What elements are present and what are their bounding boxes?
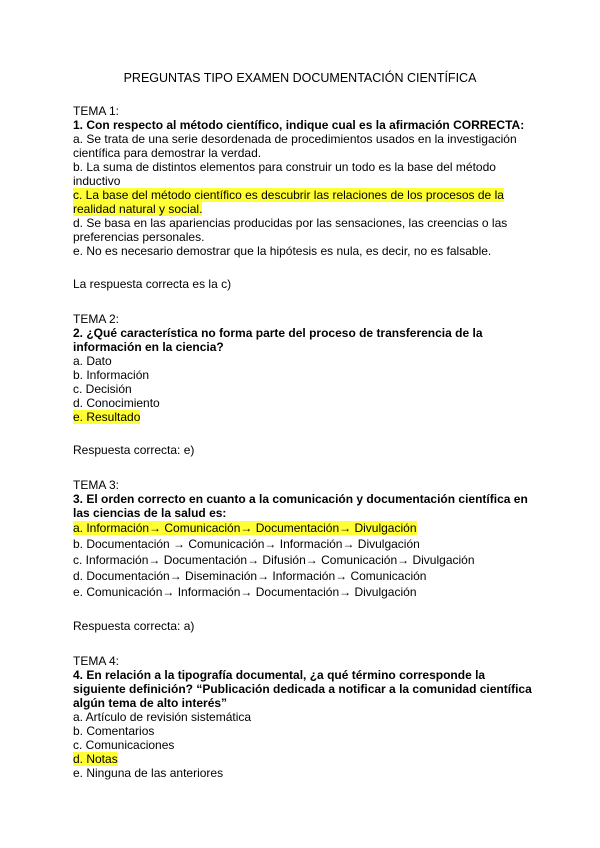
tema-label: TEMA 1:: [73, 104, 120, 118]
answer-text: Respuesta correcta: e): [73, 443, 195, 457]
section-tema-1: [73, 104, 533, 291]
document-body: [73, 104, 533, 780]
section-tema-3: [73, 478, 533, 633]
document-title: PREGUNTAS TIPO EXAMEN DOCUMENTACIÓN CIENTÍFICA: [123, 71, 477, 85]
answer-text: La respuesta correcta es la c): [73, 277, 232, 291]
question-text: 4. En relación a la tipografía documental, ¿a qué término corresponde la siguiente definición? “Publicación dedicada a notificar a la comunidad científica algún tema de alto interés”: [73, 668, 532, 710]
option-b: b. Comentarios: [73, 724, 155, 738]
option-b: b. Documentación → Comunicación→ Información→ Divulgación: [73, 537, 420, 551]
highlighted-answer: e. Resultado: [73, 410, 141, 424]
section-tema-4: [73, 654, 533, 780]
tema-label: TEMA 4:: [73, 654, 120, 668]
answer-text: Respuesta correcta: a): [73, 619, 195, 633]
option-e: e. Comunicación→ Información→ Documentación→ Divulgación: [73, 585, 417, 599]
option-a-correct: [73, 520, 533, 536]
option-d-correct: [73, 752, 533, 766]
tema-label: TEMA 3:: [73, 478, 120, 492]
option-c-correct: [73, 188, 533, 216]
option-a: a. Artículo de revisión sistemática: [73, 710, 252, 724]
section-tema-2: [73, 312, 533, 457]
highlighted-answer: a. Información→ Comunicación→ Documentación→ Divulgación: [73, 521, 417, 535]
option-d: d. Se basa en las apariencias producidas por las sensaciones, las creencias o las preferencias personales.: [73, 216, 508, 244]
option-c: c. Comunicaciones: [73, 738, 175, 752]
question-text: 2. ¿Qué característica no forma parte del proceso de transferencia de la información en la ciencia?: [73, 326, 483, 354]
option-e: e. Ninguna de las anteriores: [73, 766, 224, 780]
option-a: a. Dato: [73, 354, 112, 368]
option-a: a. Se trata de una serie desordenada de procedimientos usados en la investigación científica para demostrar la verdad.: [73, 132, 517, 160]
option-c: c. Decisión: [73, 382, 132, 396]
option-e-correct: [73, 410, 533, 424]
tema-label: TEMA 2:: [73, 312, 120, 326]
option-d: d. Documentación→ Diseminación→ Información→ Comunicación: [73, 569, 427, 583]
highlighted-answer: c. La base del método científico es descubrir las relaciones de los procesos de la realidad natural y social.: [73, 188, 504, 216]
question-text: 3. El orden correcto en cuanto a la comunicación y documentación científica en las ciencias de la salud es:: [73, 492, 528, 520]
question-text: 1. Con respecto al método científico, indique cual es la afirmación CORRECTA:: [73, 118, 525, 132]
highlighted-answer: d. Notas: [73, 752, 118, 766]
option-c: c. Información→ Documentación→ Difusión→ Comunicación→ Divulgación: [73, 553, 475, 567]
option-b: b. La suma de distintos elementos para construir un todo es la base del método inductivo: [73, 160, 496, 188]
option-e: e. No es necesario demostrar que la hipótesis es nula, es decir, no es falsable.: [73, 244, 492, 258]
option-d: d. Conocimiento: [73, 396, 160, 410]
option-b: b. Información: [73, 368, 150, 382]
